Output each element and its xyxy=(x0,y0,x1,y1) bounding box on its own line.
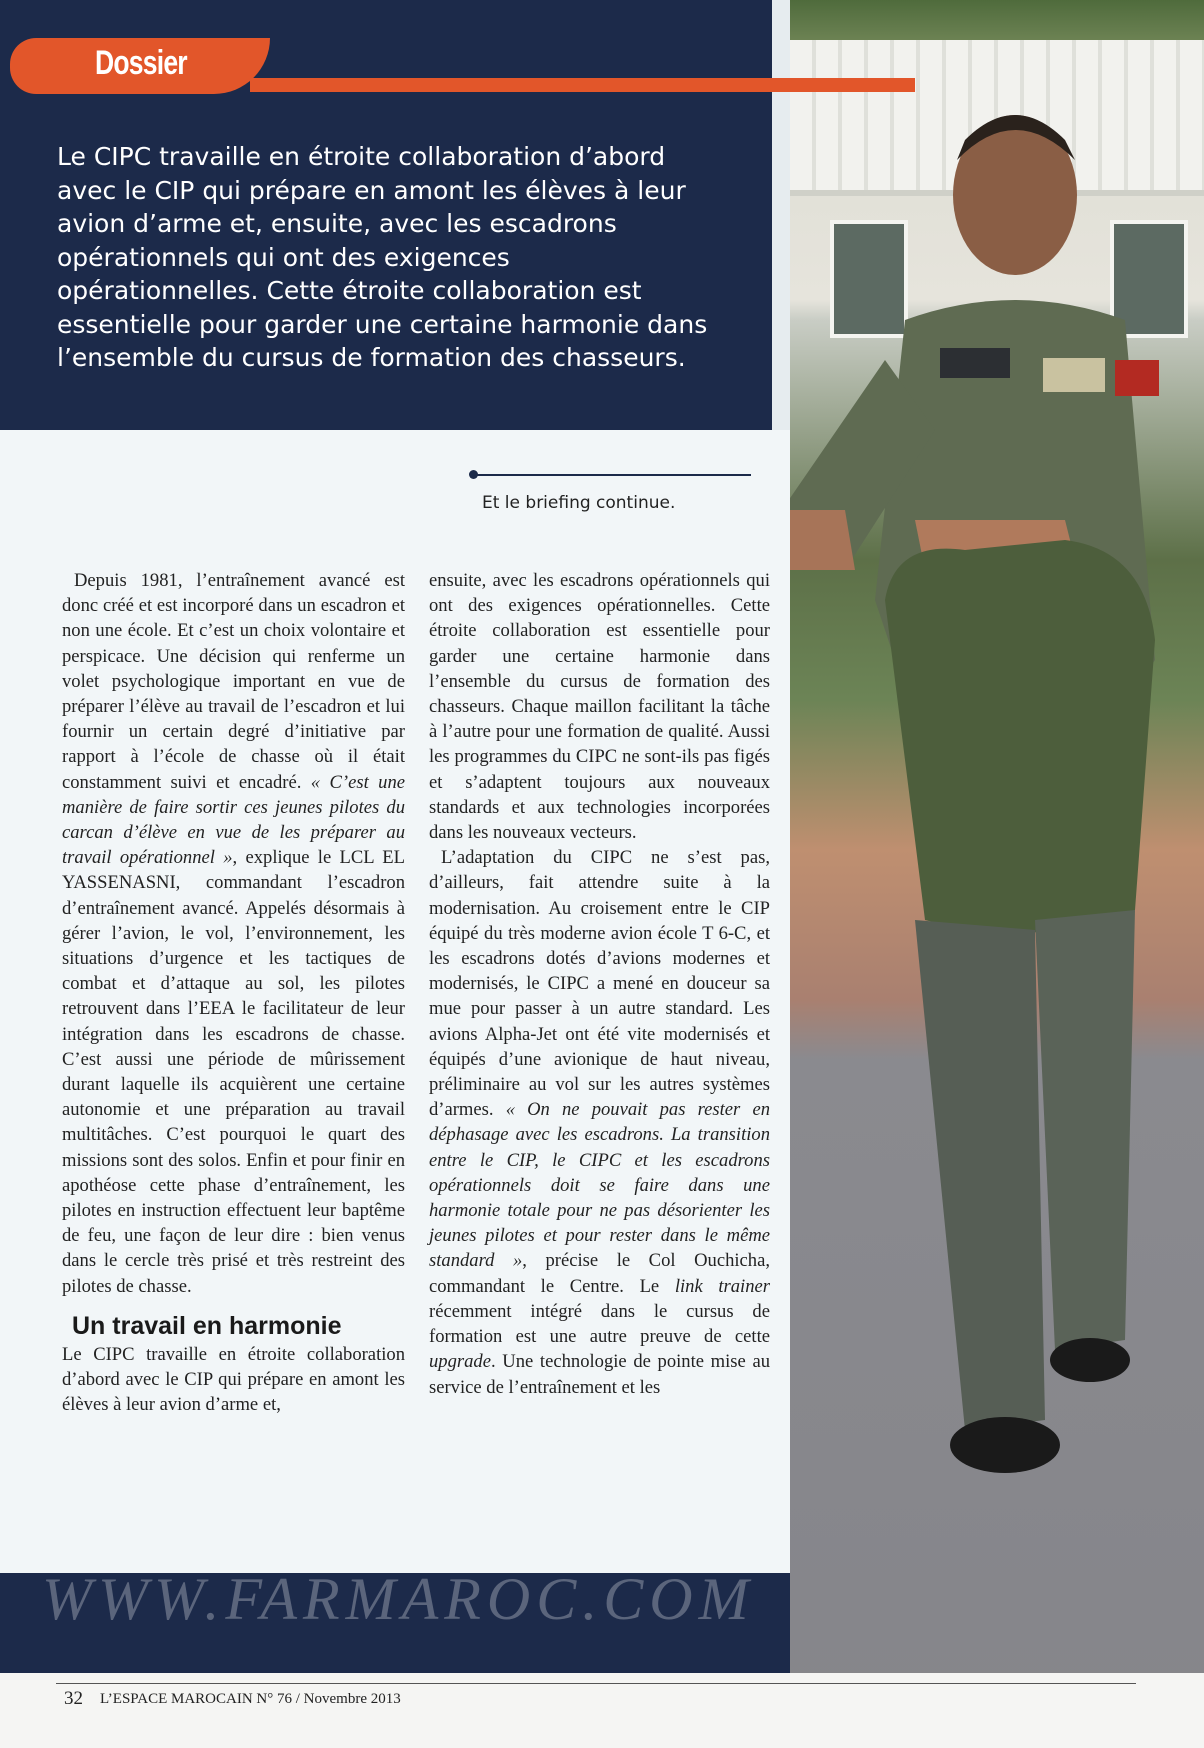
section-banner-rule xyxy=(250,78,915,92)
section-banner xyxy=(10,38,910,94)
quote: « C’est une manière de faire sortir ces jeunes pilotes du carcan d’élève en vue de les préparer au travail opérationnel » xyxy=(62,771,405,869)
quote: « On ne pouvait pas rester en déphasage avec les escadrons. La transition entre le CIP, le CIPC et les escadrons opérationnels doit se faire dans une harmonie totale pour ne pas désorienter les jeunes pilotes et pour rester dans le même standard » xyxy=(429,1099,770,1272)
page-number: 32 xyxy=(64,1688,83,1709)
photo-caption: Et le briefing continue. xyxy=(482,493,676,513)
caption-rule xyxy=(473,474,751,476)
footer-rule xyxy=(56,1683,1136,1684)
caption-bullet-icon xyxy=(469,470,478,479)
watermark: WWW.FARMAROC.COM xyxy=(42,1566,755,1632)
article-paragraph: Depuis 1981, l’entraînement avancé est donc créé et est incorporé dans un escadron et non une école. Et c’est un choix volontaire et perspicace. Une décision qui renferme un volet psychologique important en vue de préparer l’élève au travail de l’escadron et lui fournir un certain degré d’initiative par rapport à l’école de chasse où il était constamment suivi et encadré. « C’est une manière de faire sortir ces jeunes pilotes du carcan d’élève en vue de les préparer au travail opérationnel », explique le LCL EL YASSENASNI, commandant l’escadron d’entraînement avancé. Appelés désormais à gérer l’avion, le vol, l’environnement, les situations d’urgence et les tactiques de combat et d’attaque au sol, les pilotes retrouvent dans l’EEA le facilitateur de leur intégration dans les escadrons de chasse. C’est aussi une période de mûrissement durant laquelle ils acquièrent une certaine autonomie et une préparation au travail multitâches. C’est pourquoi le quart des missions sont des solos. Enfin et pour finir en apothéose cette phase d’entraînement, les pilotes en instruction effectuent leur baptême de feu, une façon de leur dire : bien venus dans le cercle très prisé et très restreint des pilotes de chasse. xyxy=(62,570,405,1297)
article-subheading: Un travail en harmonie xyxy=(72,1311,342,1340)
article-paragraph: ensuite, avec les escadrons opérationnels qui ont des exigences opérationnelles. Cette étroite collaboration est essentielle pour garder une certaine harmonie dans l’ensemble du cursus de formation des chasseurs. Chaque maillon facilitant la tâche à l’autre pour une formation de qualité. Aussi les programmes du CIPC ne sont-ils pas figés et s’adaptent toujours aux nouveaux standards et aux technologies incorporées dans les nouveaux vecteurs. xyxy=(429,570,770,844)
intro-standfirst: Le CIPC travaille en étroite collaboration d’abord avec le CIP qui prépare en amont les élèves à leur avion d’arme et, ensuite, avec les escadrons opérationnels qui ont des exigences opérationnelles. Cette étroite collaboration est essentielle pour garder une certaine harmonie dans l’ensemble du cursus de formation des chasseurs. xyxy=(57,142,708,372)
article-column-1 xyxy=(62,568,405,1418)
intro-panel xyxy=(0,0,772,430)
article-column-2 xyxy=(429,568,770,1400)
section-label: Dossier xyxy=(95,44,187,82)
term-link-trainer: link trainer xyxy=(674,1275,770,1297)
article-paragraph: L’adaptation du CIPC ne s’est pas, d’ailleurs, fait attendre suite à la modernisation. Au croisement entre le CIP équipé du très moderne avion école T 6-C, et les escadrons dotés d’avions modernes et modernisés, le CIPC a mené en douceur sa mue pour passer à un autre standard. Les avions Alpha-Jet ont été vite modernisés et équipés d’une avionique de haut niveau, préliminaire au vol sur les autres systèmes d’armes. « On ne pouvait pas rester en déphasage avec les escadrons. La transition entre le CIP, le CIPC et les escadrons opérationnels doit se faire dans une harmonie totale pour ne pas désorienter les jeunes pilotes et pour rester dans le même standard », précise le Col Ouchicha, commandant le Centre. Le link trainer récemment intégré dans le cursus de formation est une autre preuve de cette upgrade. Une technologie de pointe mise au service de l’entraînement et les xyxy=(429,847,770,1398)
term-upgrade: upgrade xyxy=(429,1351,491,1373)
publication-info: L’ESPACE MAROCAIN N° 76 / Novembre 2013 xyxy=(100,1691,401,1707)
footer xyxy=(0,1673,1204,1748)
article-paragraph: Le CIPC travaille en étroite collaboration d’abord avec le CIP qui prépare en amont les élèves à leur avion d’arme et, xyxy=(62,1343,405,1416)
pilot-figure xyxy=(735,100,1175,1600)
